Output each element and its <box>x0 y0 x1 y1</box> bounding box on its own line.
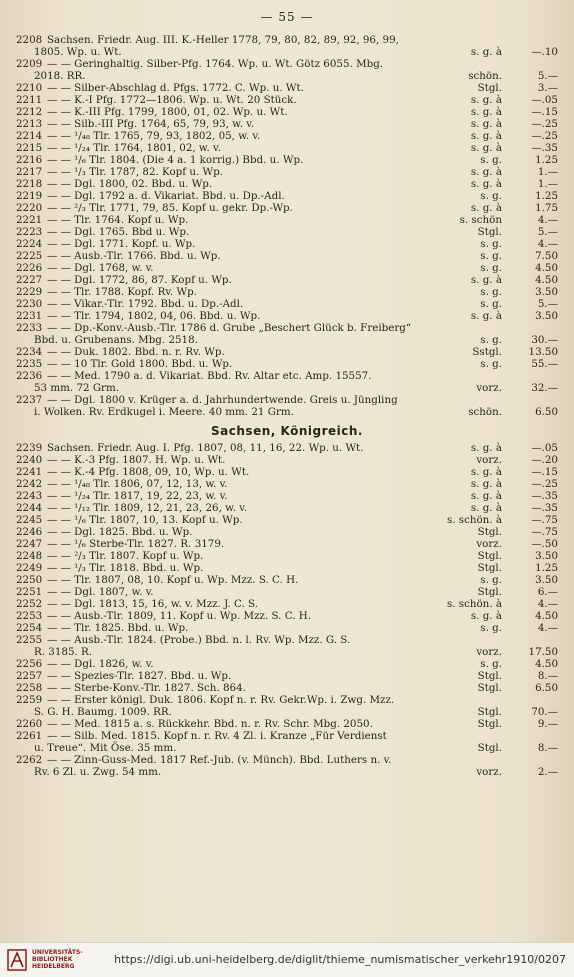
lot-description: 1805. Wp. u. Wt. <box>34 46 122 58</box>
catalog-entry <box>16 298 558 310</box>
lot-price: 8.— <box>537 742 558 754</box>
lot-number: 2260 <box>16 718 43 730</box>
catalog-entry <box>16 106 558 118</box>
lot-condition: schön. <box>468 70 502 82</box>
lot-number: 2214 <box>16 130 43 142</box>
lot-number: 2239 <box>16 442 43 454</box>
lot-description: — — Dgl. 1765. Bbd u. Wp. <box>47 226 190 238</box>
catalog-entry <box>16 226 558 238</box>
university-library-logo-icon <box>6 947 28 973</box>
catalog-entry <box>16 166 558 178</box>
lot-condition: vorz. <box>476 538 502 550</box>
lot-description: — — Dgl. 1807, w. v. <box>47 586 154 598</box>
lot-description: — — Erster königl. Duk. 1806. Kopf n. r. Rv. Gekr.Wp. i. Zwg. Mzz. <box>47 694 395 706</box>
lot-price: 4.50 <box>535 610 558 622</box>
lot-number: 2231 <box>16 310 43 322</box>
catalog-entry <box>16 490 558 502</box>
catalog-entry <box>16 634 558 658</box>
lot-price: 3.50 <box>535 574 558 586</box>
lot-price: 5.— <box>537 70 558 82</box>
lot-description: — — Med. 1790 a. d. Vikariat. Bbd. Rv. Altar etc. Amp. 15557. <box>47 370 372 382</box>
lot-number: 2262 <box>16 754 43 766</box>
lot-price: —.15 <box>531 106 558 118</box>
lot-condition: s. g. <box>480 250 502 262</box>
lot-condition: Stgl. <box>477 718 502 730</box>
lot-condition: Stgl. <box>477 706 502 718</box>
lot-price: 30.— <box>531 334 558 346</box>
lot-price: 3.50 <box>535 310 558 322</box>
lot-condition: Stgl. <box>477 742 502 754</box>
lot-number: 2225 <box>16 250 43 262</box>
lot-number: 2245 <box>16 514 43 526</box>
lot-price: —.20 <box>531 454 558 466</box>
lot-price: 5.— <box>537 298 558 310</box>
catalog-entry <box>16 550 558 562</box>
lot-price: 9.— <box>537 718 558 730</box>
lot-description: — — ²/₃ Tlr. 1771, 79, 85. Kopf u. gekr. Dp.-Wp. <box>47 202 293 214</box>
lot-condition: s. schön. à <box>446 514 502 526</box>
lot-number: 2241 <box>16 466 43 478</box>
lot-condition: schön. <box>468 406 502 418</box>
lot-number: 2236 <box>16 370 43 382</box>
lot-price: —.35 <box>531 502 558 514</box>
lot-condition: Stgl. <box>477 550 502 562</box>
lot-condition: s. g. à <box>470 466 502 478</box>
lot-number: 2217 <box>16 166 43 178</box>
lot-condition: s. g. <box>480 622 502 634</box>
catalog-entry <box>16 538 558 550</box>
lot-price: 3.50 <box>535 550 558 562</box>
catalog-entry <box>16 730 558 754</box>
lot-condition: Sstgl. <box>472 346 502 358</box>
catalog-entry <box>16 466 558 478</box>
lot-number: 2258 <box>16 682 43 694</box>
lot-description: — — Tlr. 1788. Kopf. Rv. Wp. <box>47 286 197 298</box>
lot-condition: s. g. à <box>470 202 502 214</box>
lot-price: 4.50 <box>535 262 558 274</box>
lot-description: — — Dgl. 1800, 02. Bbd. u. Wp. <box>47 178 213 190</box>
lot-number: 2230 <box>16 298 43 310</box>
lot-condition: s. g. à <box>470 106 502 118</box>
lot-number: 2248 <box>16 550 43 562</box>
catalog-entry <box>16 346 558 358</box>
lot-description: — — 10 Tlr. Gold 1800. Bbd. u. Wp. <box>47 358 233 370</box>
lot-number: 2212 <box>16 106 43 118</box>
catalog-entry <box>16 142 558 154</box>
lot-number: 2227 <box>16 274 43 286</box>
lot-description: — — K.-3 Pfg. 1807. H. Wp. u. Wt. <box>47 454 226 466</box>
lot-condition: s. g. à <box>470 478 502 490</box>
lot-condition: s. g. à <box>470 142 502 154</box>
lot-description: — — Vikar.-Tlr. 1792. Bbd. u. Dp.-Adl. <box>47 298 244 310</box>
lot-number: 2209 <box>16 58 43 70</box>
lot-condition: s. schön <box>459 214 502 226</box>
lot-number: 2223 <box>16 226 43 238</box>
catalog-entry <box>16 622 558 634</box>
lot-price: —.10 <box>531 46 558 58</box>
lot-price: 32.— <box>531 382 558 394</box>
catalog-entries <box>16 34 558 778</box>
lot-price: 4.50 <box>535 274 558 286</box>
lot-price: 13.50 <box>528 346 558 358</box>
lot-number: 2243 <box>16 490 43 502</box>
lot-condition: s. g. à <box>470 502 502 514</box>
lot-condition: s. g. à <box>470 118 502 130</box>
lot-condition: Stgl. <box>477 226 502 238</box>
lot-price: —.05 <box>531 442 558 454</box>
lot-description: — — Sterbe-Konv.-Tlr. 1827. Sch. 864. <box>47 682 246 694</box>
lot-price: 4.50 <box>535 658 558 670</box>
lot-description: — — Dgl. 1792 a. d. Vikariat. Bbd. u. Dp.-Adl. <box>47 190 285 202</box>
lot-condition: s. g. <box>480 262 502 274</box>
catalog-entry <box>16 754 558 778</box>
lot-number: 2213 <box>16 118 43 130</box>
lot-price: 17.50 <box>528 646 558 658</box>
catalog-entry <box>16 394 558 418</box>
lot-description: — — Dgl. 1825. Bbd. u. Wp. <box>47 526 193 538</box>
lot-price: 4.— <box>537 598 558 610</box>
lot-condition: Stgl. <box>477 526 502 538</box>
lot-price: 1.25 <box>535 190 558 202</box>
catalog-entry <box>16 250 558 262</box>
lot-price: 4.— <box>537 238 558 250</box>
catalog-entry <box>16 262 558 274</box>
lot-number: 2220 <box>16 202 43 214</box>
lot-description: Rv. 6 Zl. u. Zwg. 54 mm. <box>34 766 162 778</box>
lot-price: —.15 <box>531 466 558 478</box>
page-number-header: — 55 — <box>260 10 314 24</box>
lot-number: 2229 <box>16 286 43 298</box>
lot-description: — — Geringhaltig. Silber-Pfg. 1764. Wp. u. Wt. Götz 6055. Mbg. <box>47 58 384 70</box>
lot-description: — — Dgl. 1826, w. v. <box>47 658 154 670</box>
lot-description: — — Ausb.-Tlr. 1824. (Probe.) Bbd. n. l. Rv. Wp. Mzz. G. S. <box>47 634 351 646</box>
catalog-entry <box>16 682 558 694</box>
catalog-entry <box>16 454 558 466</box>
catalog-entry <box>16 562 558 574</box>
lot-number: 2259 <box>16 694 43 706</box>
lot-description: R. 3185. R. <box>34 646 93 658</box>
catalog-entry <box>16 322 558 346</box>
lot-description: — — ¹/₃ Tlr. 1787, 82. Kopf u. Wp. <box>47 166 223 178</box>
lot-price: —.25 <box>531 478 558 490</box>
catalog-entry <box>16 514 558 526</box>
catalog-entry <box>16 526 558 538</box>
lot-condition: Stgl. <box>477 562 502 574</box>
lot-description: — — Spezies-Tlr. 1827. Bbd. u. Wp. <box>47 670 232 682</box>
lot-number: 2219 <box>16 190 43 202</box>
lot-condition: vorz. <box>476 766 502 778</box>
lot-number: 2234 <box>16 346 43 358</box>
catalog-entry <box>16 214 558 226</box>
lot-description: — — K.-I Pfg. 1772—1806. Wp. u. Wt. 20 Stück. <box>47 94 297 106</box>
lot-price: 6.— <box>537 586 558 598</box>
lot-description: — — ¹/₃ Tlr. 1818. Bbd. u. Wp. <box>47 562 204 574</box>
lot-condition: s. g. <box>480 658 502 670</box>
lot-condition: s. g. à <box>470 610 502 622</box>
library-name: UNIVERSITÄTS- BIBLIOTHEK HEIDELBERG <box>32 949 83 970</box>
lot-condition: s. g. à <box>470 46 502 58</box>
lot-price: 55.— <box>531 358 558 370</box>
lot-price: 1.25 <box>535 154 558 166</box>
lot-description: u. Treue“. Mit Öse. 35 mm. <box>34 742 177 754</box>
lot-condition: s. g. <box>480 574 502 586</box>
catalog-entry <box>16 58 558 82</box>
lot-number: 2218 <box>16 178 43 190</box>
lot-price: —.35 <box>531 142 558 154</box>
lot-number: 2251 <box>16 586 43 598</box>
lot-number: 2208 <box>16 34 43 46</box>
lot-number: 2254 <box>16 622 43 634</box>
lot-condition: s. g. <box>480 334 502 346</box>
lot-number: 2240 <box>16 454 43 466</box>
lot-condition: s. g. <box>480 358 502 370</box>
catalog-entry <box>16 190 558 202</box>
section-title: Sachsen, Königreich. <box>211 424 363 438</box>
lot-price: —.35 <box>531 490 558 502</box>
catalog-entry <box>16 502 558 514</box>
lot-description: — — Silb.-III Pfg. 1764, 65, 79, 93, w. v. <box>47 118 255 130</box>
lot-condition: s. g. <box>480 190 502 202</box>
lot-price: 1.— <box>537 166 558 178</box>
lot-number: 2221 <box>16 214 43 226</box>
lot-condition: Stgl. <box>477 586 502 598</box>
lot-number: 2253 <box>16 610 43 622</box>
lot-condition: vorz. <box>476 454 502 466</box>
lot-description: — — Tlr. 1825. Bbd. u. Wp. <box>47 622 189 634</box>
catalog-entry <box>16 310 558 322</box>
catalog-entry <box>16 610 558 622</box>
lot-condition: s. g. <box>480 154 502 166</box>
lot-description: — — Ausb.-Tlr. 1766. Bbd. u. Wp. <box>47 250 221 262</box>
catalog-entry <box>16 574 558 586</box>
lot-number: 2252 <box>16 598 43 610</box>
lot-price: 6.50 <box>535 406 558 418</box>
lot-description: — — K.-4 Pfg. 1808, 09, 10, Wp. u. Wt. <box>47 466 250 478</box>
lot-number: 2246 <box>16 526 43 538</box>
lot-description: — — ¹/₄₈ Tlr. 1765, 79, 93, 1802, 05, w. v. <box>47 130 261 142</box>
lot-price: 8.— <box>537 670 558 682</box>
catalog-entry <box>16 130 558 142</box>
catalog-entry <box>16 274 558 286</box>
lot-price: 2.— <box>537 766 558 778</box>
lot-price: —.50 <box>531 538 558 550</box>
source-url-link[interactable]: https://digi.ub.uni-heidelberg.de/diglit/thieme_numismatischer_verkehr1910/0207 <box>114 953 566 966</box>
lot-number: 2250 <box>16 574 43 586</box>
lot-number: 2242 <box>16 478 43 490</box>
catalog-entry <box>16 34 558 58</box>
lot-price: 7.50 <box>535 250 558 262</box>
catalog-entry <box>16 598 558 610</box>
lot-description: — — Silb. Med. 1815. Kopf n. r. Rv. 4 Zl. i. Kranze „Für Verdienst <box>47 730 387 742</box>
lot-price: —.25 <box>531 130 558 142</box>
lot-condition: s. g. à <box>470 274 502 286</box>
lot-price: 5.— <box>537 226 558 238</box>
lot-price: —.75 <box>531 514 558 526</box>
lot-description: S. G. H. Baumg. 1009. RR. <box>34 706 172 718</box>
lot-number: 2256 <box>16 658 43 670</box>
catalog-entry <box>16 178 558 190</box>
lot-condition: s. g. à <box>470 490 502 502</box>
lot-condition: vorz. <box>476 646 502 658</box>
lot-description: Bbd. u. Grubenans. Mbg. 2518. <box>34 334 198 346</box>
lot-price: 1.75 <box>535 202 558 214</box>
lot-price: 4.— <box>537 214 558 226</box>
catalog-entry <box>16 202 558 214</box>
lot-description: 53 mm. 72 Grm. <box>34 382 120 394</box>
catalog-entry <box>16 658 558 670</box>
footer-bar <box>0 942 574 977</box>
lot-price: 1.— <box>537 178 558 190</box>
lot-number: 2216 <box>16 154 43 166</box>
lot-condition: Stgl. <box>477 682 502 694</box>
lot-condition: s. schön. à <box>446 598 502 610</box>
lot-description: — — Tlr. 1807, 08, 10. Kopf u. Wp. Mzz. S. C. H. <box>47 574 299 586</box>
lot-description: i. Wolken. Rv. Erdkugel i. Meere. 40 mm. 21 Grm. <box>34 406 294 418</box>
lot-price: —.05 <box>531 94 558 106</box>
catalog-entry <box>16 82 558 94</box>
catalog-entry <box>16 442 558 454</box>
lot-price: 1.25 <box>535 562 558 574</box>
lot-description: — — Tlr. 1794, 1802, 04, 06. Bbd. u. Wp. <box>47 310 261 322</box>
lot-number: 2224 <box>16 238 43 250</box>
lot-condition: s. g. à <box>470 178 502 190</box>
lot-description: — — Dp.-Konv.-Ausb.-Tlr. 1786 d. Grube „Beschert Glück b. Freiberg“ <box>47 322 412 334</box>
catalog-entry <box>16 586 558 598</box>
lot-description: — — ¹/₂₄ Tlr. 1764, 1801, 02, w. v. <box>47 142 221 154</box>
lot-description: — — ²/₃ Tlr. 1807. Kopf u. Wp. <box>47 550 204 562</box>
lot-condition: s. g. à <box>470 166 502 178</box>
lot-description: — — ¹/₆ Tlr. 1807, 10, 13. Kopf u. Wp. <box>47 514 243 526</box>
lot-condition: Stgl. <box>477 670 502 682</box>
lot-condition: s. g. à <box>470 94 502 106</box>
lot-condition: Stgl. <box>477 82 502 94</box>
catalog-entry <box>16 670 558 682</box>
lot-price: —.25 <box>531 118 558 130</box>
lot-description: — — Zinn-Guss-Med. 1817 Ref.-Jub. (v. Münch). Bbd. Luthers n. v. <box>47 754 392 766</box>
lot-condition: s. g. <box>480 298 502 310</box>
lot-number: 2261 <box>16 730 43 742</box>
lot-number: 2233 <box>16 322 43 334</box>
lot-description: 2018. RR. <box>34 70 86 82</box>
lot-description: — — ¹/₂₄ Tlr. 1817, 19, 22, 23, w. v. <box>47 490 228 502</box>
lot-number: 2257 <box>16 670 43 682</box>
catalog-entry <box>16 370 558 394</box>
lot-number: 2237 <box>16 394 43 406</box>
catalog-entry <box>16 238 558 250</box>
lot-description: — — Dgl. 1813, 15, 16, w. v. Mzz. J. C. S. <box>47 598 258 610</box>
lot-number: 2215 <box>16 142 43 154</box>
lot-price: 70.— <box>531 706 558 718</box>
lot-condition: s. g. à <box>470 130 502 142</box>
lot-condition: s. g. à <box>470 310 502 322</box>
lot-price: —.75 <box>531 526 558 538</box>
lot-description: — — Med. 1815 a. s. Rückkehr. Bbd. n. r. Rv. Schr. Mbg. 2050. <box>47 718 373 730</box>
lot-description: — — ¹/₄₈ Tlr. 1806, 07, 12, 13, w. v. <box>47 478 228 490</box>
lot-description: — — Ausb.-Tlr. 1809, 11. Kopf u. Wp. Mzz. S. C. H. <box>47 610 312 622</box>
lot-condition: s. g. <box>480 286 502 298</box>
lot-condition: vorz. <box>476 382 502 394</box>
lot-description: — — ¹/₁₂ Tlr. 1809, 12, 21, 23, 26, w. v. <box>47 502 248 514</box>
lot-number: 2247 <box>16 538 43 550</box>
catalog-entry <box>16 94 558 106</box>
lot-condition: s. g. <box>480 238 502 250</box>
lot-description: — — Dgl. 1768, w. v. <box>47 262 154 274</box>
catalog-entry <box>16 286 558 298</box>
catalog-entry <box>16 118 558 130</box>
lot-description: — — Silber-Abschlag d. Pfgs. 1772. C. Wp. u. Wt. <box>47 82 304 94</box>
lot-description: — — Dgl. 1800 v. Krüger a. d. Jahrhundertwende. Greis u. Jüngling <box>47 394 398 406</box>
lot-price: 4.— <box>537 622 558 634</box>
lot-number: 2244 <box>16 502 43 514</box>
lot-number: 2226 <box>16 262 43 274</box>
lot-description: — — Duk. 1802. Bbd. n. r. Rv. Wp. <box>47 346 225 358</box>
lot-number: 2210 <box>16 82 43 94</box>
catalog-entry <box>16 478 558 490</box>
lot-description: Sachsen. Friedr. Aug. III. K.-Heller 1778, 79, 80, 82, 89, 92, 96, 99, <box>47 34 399 46</box>
lot-price: 6.50 <box>535 682 558 694</box>
lot-number: 2235 <box>16 358 43 370</box>
lot-description: — — Tlr. 1764. Kopf u. Wp. <box>47 214 189 226</box>
catalog-entry <box>16 358 558 370</box>
lot-description: — — Dgl. 1772, 86, 87. Kopf u. Wp. <box>47 274 232 286</box>
lot-description: — — K.-III Pfg. 1799, 1800, 01, 02. Wp. u. Wt. <box>47 106 288 118</box>
lot-price: 3.— <box>537 82 558 94</box>
catalog-entry <box>16 694 558 718</box>
lot-description: — — Dgl. 1771. Kopf. u. Wp. <box>47 238 196 250</box>
lot-number: 2211 <box>16 94 43 106</box>
lot-description: — — ¹/₆ Sterbe-Tlr. 1827. R. 3179. <box>47 538 225 550</box>
lot-number: 2249 <box>16 562 43 574</box>
lot-number: 2255 <box>16 634 43 646</box>
catalog-entry <box>16 154 558 166</box>
lot-description: Sachsen. Friedr. Aug. I. Pfg. 1807, 08, 11, 16, 22. Wp. u. Wt. <box>47 442 364 454</box>
lot-condition: s. g. à <box>470 442 502 454</box>
catalog-entry <box>16 718 558 730</box>
lot-description: — — ¹/₆ Tlr. 1804. (Die 4 a. 1 korrig.) Bbd. u. Wp. <box>47 154 304 166</box>
lot-price: 3.50 <box>535 286 558 298</box>
